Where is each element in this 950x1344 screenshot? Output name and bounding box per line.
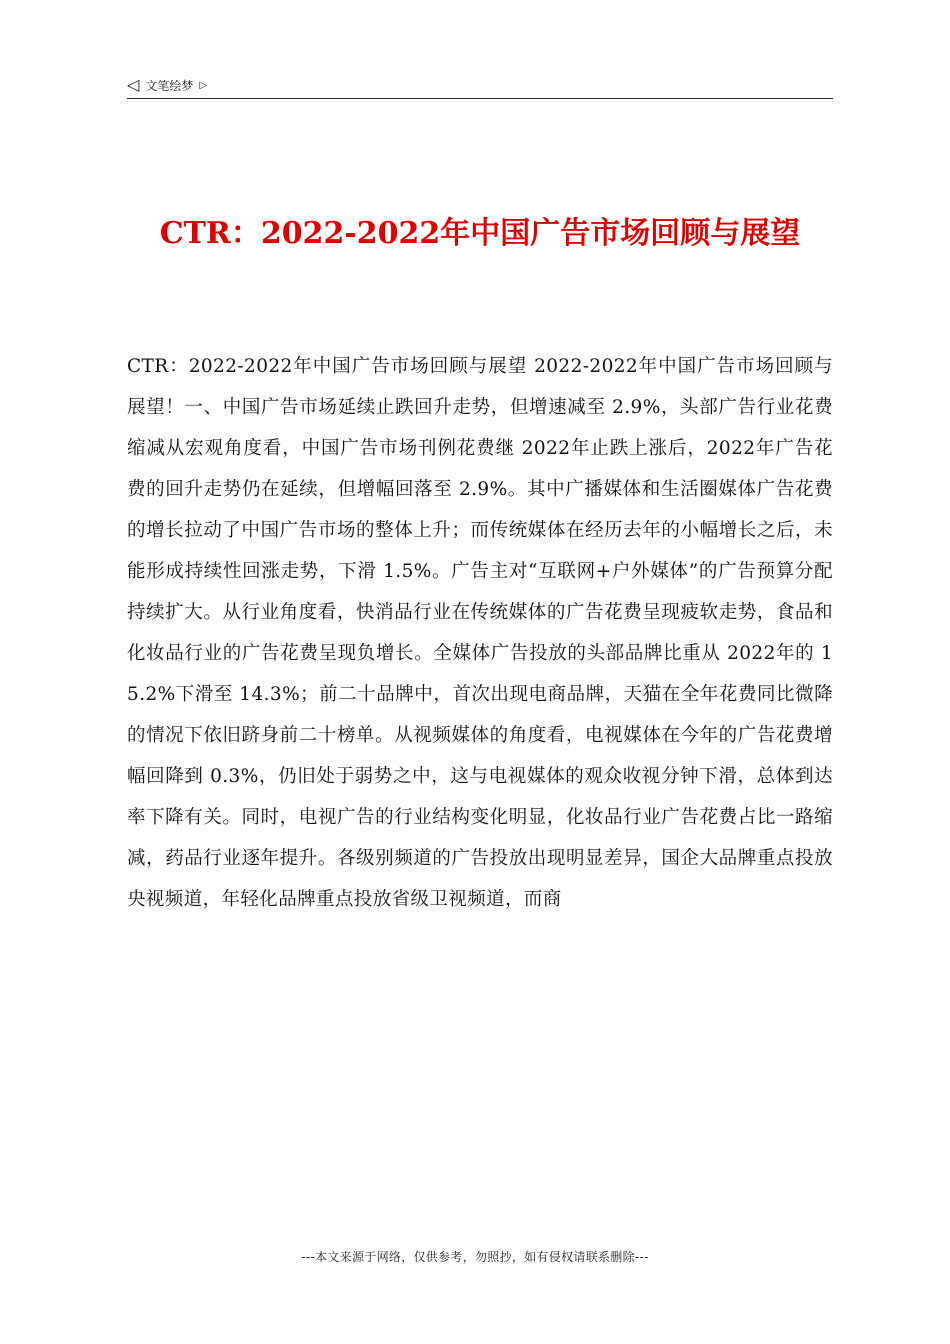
document-title: CTR：2022-2022年中国广告市场回顾与展望 bbox=[159, 216, 801, 251]
page-footer: ---本文来源于网络，仅供参考，勿照抄，如有侵权请联系删除--- bbox=[301, 1250, 649, 1264]
triangle-right-icon: ▷ bbox=[199, 79, 208, 91]
page-header bbox=[127, 72, 833, 99]
body-paragraph: CTR：2022-2022年中国广告市场回顾与展望 2022-2022年中国广告市场回顾与展望！一、中国广告市场延续止跌回升走势，但增速减至 2.9%，头部广告行业花费缩减从宏观角度看，中国广告市场刊例花费继 2022年止跌上涨后，2022年广告花费的回升走势仍在延续，但增幅回落至 2.9%。其中广播媒体和生活圈媒体广告花费的增长拉动了中国广告市场的整体上升；而传统媒体在经历去年的小幅增长之后，未能形成持续性回涨走势，下滑 1.5%。广告主对“互联网+户外媒体”的广告预算分配持续扩大。从行业角度看，快消品行业在传统媒体的广告花费呈现疲软走势，食品和化妆品行业的广告花费呈现负增长。全媒体广告投放的头部品牌比重从 2022年的 15.2%下滑至 14.3%；前二十品牌中，首次出现电商品牌，天猫在全年花费同比微降的情况下依旧跻身前二十榜单。从视频媒体的角度看，电视媒体在今年的广告花费增幅回降到 0.3%，仍旧处于弱势之中，这与电视媒体的观众收视分钟下滑，总体到达率下降有关。同时，电视广告的行业结构变化明显，化妆品行业广告花费占比一路缩减，药品行业逐年提升。各级别频道的广告投放出现明显差异，国企大品牌重点投放央视频道，年轻化品牌重点投放省级卫视频道，而商 bbox=[127, 356, 833, 910]
header-brand-text: 文笔绘梦 bbox=[145, 78, 194, 93]
triangle-left-icon: ◁ bbox=[127, 75, 140, 94]
